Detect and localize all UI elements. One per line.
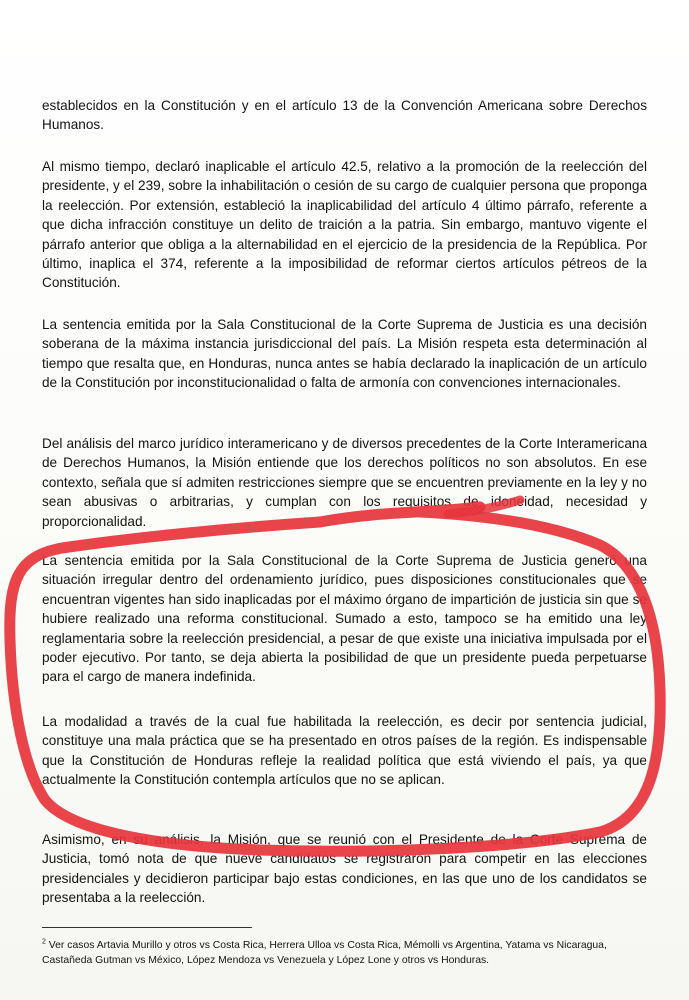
footnote-number: 2 xyxy=(42,938,46,946)
paragraph: La sentencia emitida por la Sala Constitucional de la Corte Suprema de Justicia es una decisión soberana de la máxima instancia jurisdiccional del país. La Misión respeta esta determinación al tiempo que resalta que, en Honduras, nunca antes se había declarado la inaplicación de un artículo de la Constitución por inconstitucionalidad o falta de armonía con convenciones internacionales. xyxy=(42,317,647,391)
paragraph: Asimismo, en su análisis, la Misión, que se reunió con el Presidente de la Corte Suprema de Justicia, tomó nota de que nueve candidatos se registraron para competir en las elecciones presidenciales y decidieron participar bajo estas condiciones, en las que uno de los candidatos se presentaba a la reelección. xyxy=(42,832,647,906)
highlighted-paragraph: La sentencia emitida por la Sala Constitucional de la Corte Suprema de Justicia generó una situación irregular dentro del ordenamiento jurídico, pues disposiciones constitucionales que se encuentran vigentes han sido inaplicadas por el máximo órgano de impartición de justicia sin que se hubiere realizado una reforma constitucional. Sumado a esto, tampoco se ha emitido una ley reglamentaria sobre la reelección presidencial, a pesar de que existe una iniciativa impulsada por el poder ejecutivo. Por tanto, se deja abierta la posibilidad de que un presidente pueda perpetuarse para el cargo de manera indefinida. xyxy=(42,553,647,685)
footnote-text: Ver casos Artavia Murillo y otros vs Costa Rica, Herrera Ulloa vs Costa Rica, Mémolli vs Argentina, Yatama vs Nicaragua, Castañeda Gutman vs México, López Mendoza vs Venezuela y López Lone y otros vs Honduras. xyxy=(42,940,607,966)
paragraph: establecidos en la Constitución y en el artículo 13 de la Convención Americana sobre Derechos Humanos. xyxy=(42,98,647,133)
footnote-divider xyxy=(42,927,252,928)
paragraph: Al mismo tiempo, declaró inaplicable el artículo 42.5, relativo a la promoción de la reelección del presidente, y el 239, sobre la inhabilitación o cesión de su cargo de cualquier persona que proponga la reelección. Por extensión, estableció la inaplicabilidad del artículo 4 último párrafo, referente a que dicha infracción constituye un delito de traición a la patria. Sin embargo, mantuvo vigente el párrafo anterior que obliga a la alternabilidad en el ejercicio de la presidencia de la República. Por último, inaplica el 374, referente a la imposibilidad de reformar ciertos artículos pétreos de la Constitución. xyxy=(42,159,647,291)
paragraph: Del análisis del marco jurídico interamericano y de diversos precedentes de la Corte Interamericana de Derechos Humanos, la Misión entiende que los derechos políticos no son absolutos. En ese contexto, señala que sí admiten restricciones siempre que se encuentren previamente en la ley y no sean abusivas o arbitrarias, y cumplan con los requisitos de idoneidad, necesidad y proporcionalidad. xyxy=(42,436,647,529)
highlighted-paragraph: La modalidad a través de la cual fue habilitada la reelección, es decir por sentencia judicial, constituye una mala práctica que se ha presentado en otros países de la región. Es indispensable que la Constitución de Honduras refleje la realidad política que está viviendo el país, ya que actualmente la Constitución contempla artículos que no se aplican. xyxy=(42,714,647,788)
footnote xyxy=(42,938,652,968)
